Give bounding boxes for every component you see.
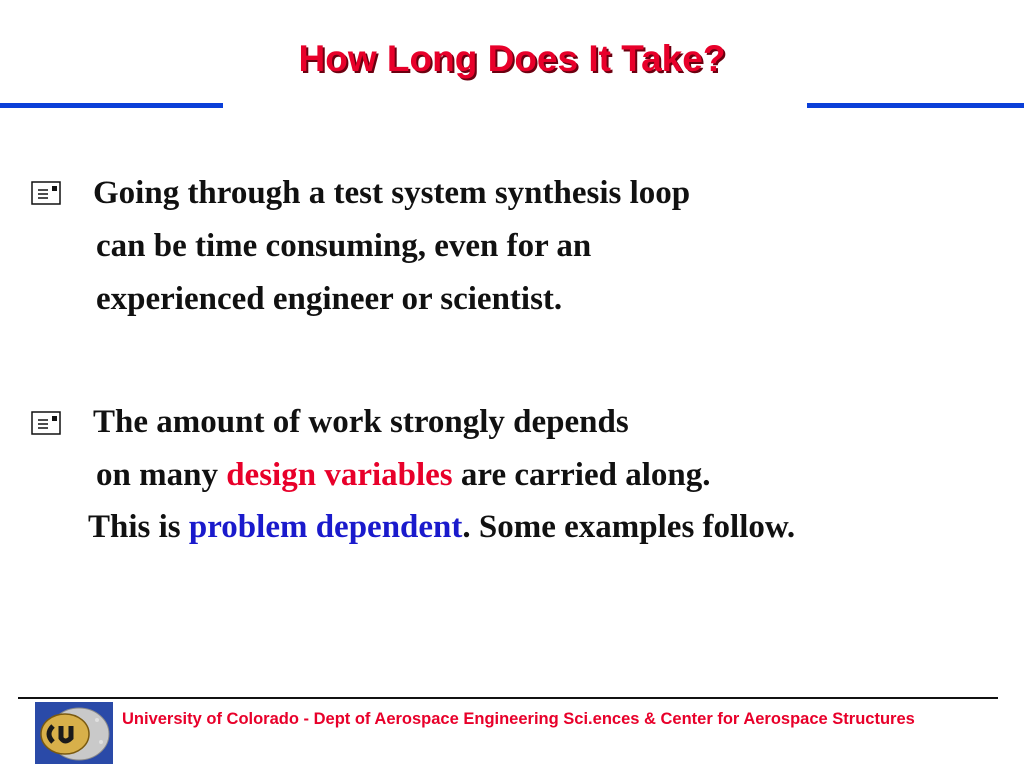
footer-rule (18, 697, 998, 699)
bullet-1-line-3 (96, 281, 562, 318)
bullet-2-line-3 (88, 509, 795, 546)
bullet-1-line-1-text: Going through a test system synthesis loop (93, 175, 691, 211)
bullet-1-line-1 (93, 175, 690, 212)
problem-dependent-highlight: problem dependent (188, 509, 463, 545)
bullet-2-line-1 (93, 404, 629, 441)
title-rule-left (0, 103, 223, 108)
slide-title: How Long Does It Take? (298, 38, 726, 79)
notepad-bullet-icon (31, 411, 61, 435)
bullet-1-line-3-text: experienced engineer or scientist. (96, 281, 563, 317)
bullet-1-line-2 (96, 228, 591, 265)
footer-text: University of Colorado - Dept of Aerospace Engineering Sci.ences & Center for Aerospace Structures (122, 710, 915, 728)
cu-aerospace-logo (35, 702, 113, 764)
notepad-bullet-icon (31, 181, 61, 205)
bullet-2-line-1-text: The amount of work strongly depends (93, 404, 629, 440)
bullet-2-line-3-text-a: This is (88, 509, 189, 545)
bullet-2-line-2-text-a: on many (96, 457, 227, 493)
bullet-2-line-3-text-b: . Some examples follow. (462, 509, 796, 545)
bullet-1-line-2-text: can be time consuming, even for an (96, 228, 592, 264)
design-variables-highlight: design variables (226, 457, 453, 493)
bullet-2-line-2-text-b: are carried along. (452, 457, 711, 493)
title-rule-right (807, 103, 1024, 108)
bullet-2-line-2 (96, 457, 711, 494)
